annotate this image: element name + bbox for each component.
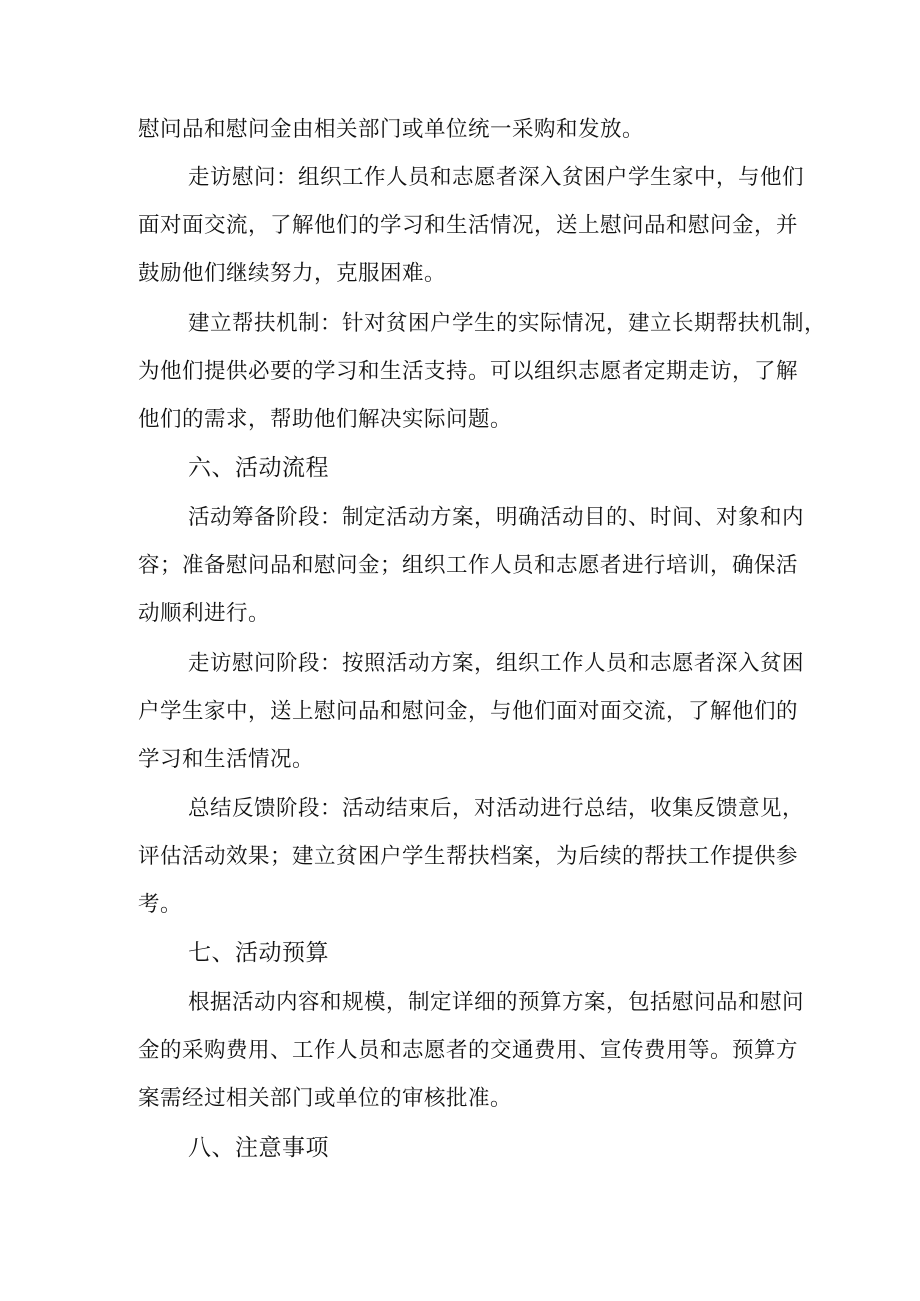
paragraph-line: 容；准备慰问品和慰问金；组织工作人员和志愿者进行培训，确保活: [138, 553, 799, 578]
paragraph-line: 考。: [138, 892, 183, 917]
paragraph-line: 总结反馈阶段：活动结束后，对活动进行总结，收集反馈意见，: [188, 796, 805, 821]
paragraph-line: 户学生家中，送上慰问品和慰问金，与他们面对面交流，了解他们的: [138, 699, 799, 724]
paragraph-line: 学习和生活情况。: [138, 747, 315, 772]
section-heading: 八、注意事项: [188, 1135, 329, 1161]
section-heading: 六、活动流程: [188, 455, 329, 481]
paragraph-line: 案需经过相关部门或单位的审核批准。: [138, 1086, 513, 1111]
paragraph-line: 他们的需求，帮助他们解决实际问题。: [138, 407, 513, 432]
paragraph-line: 为他们提供必要的学习和生活支持。可以组织志愿者定期走访，了解: [138, 359, 799, 384]
section-heading: 七、活动预算: [188, 940, 329, 966]
paragraph-line: 动顺利进行。: [138, 601, 271, 626]
paragraph-line: 慰问品和慰问金由相关部门或单位统一采购和发放。: [138, 117, 645, 142]
paragraph-line: 活动筹备阶段：制定活动方案，明确活动目的、时间、对象和内: [188, 505, 805, 530]
paragraph-line: 面对面交流，了解他们的学习和生活情况，送上慰问品和慰问金，并: [138, 213, 799, 238]
paragraph-line: 根据活动内容和规模，制定详细的预算方案，包括慰问品和慰问: [188, 990, 805, 1015]
paragraph-line: 金的采购费用、工作人员和志愿者的交通费用、宣传费用等。预算方: [138, 1038, 799, 1063]
paragraph-line: 鼓励他们继续努力，克服困难。: [138, 261, 447, 286]
paragraph-line: 建立帮扶机制：针对贫困户学生的实际情况，建立长期帮扶机制，: [188, 311, 827, 336]
paragraph-line: 评估活动效果；建立贫困户学生帮扶档案，为后续的帮扶工作提供参: [138, 844, 799, 869]
paragraph-line: 走访慰问：组织工作人员和志愿者深入贫困户学生家中，与他们: [188, 165, 805, 190]
paragraph-line: 走访慰问阶段：按照活动方案，组织工作人员和志愿者深入贫困: [188, 651, 805, 676]
